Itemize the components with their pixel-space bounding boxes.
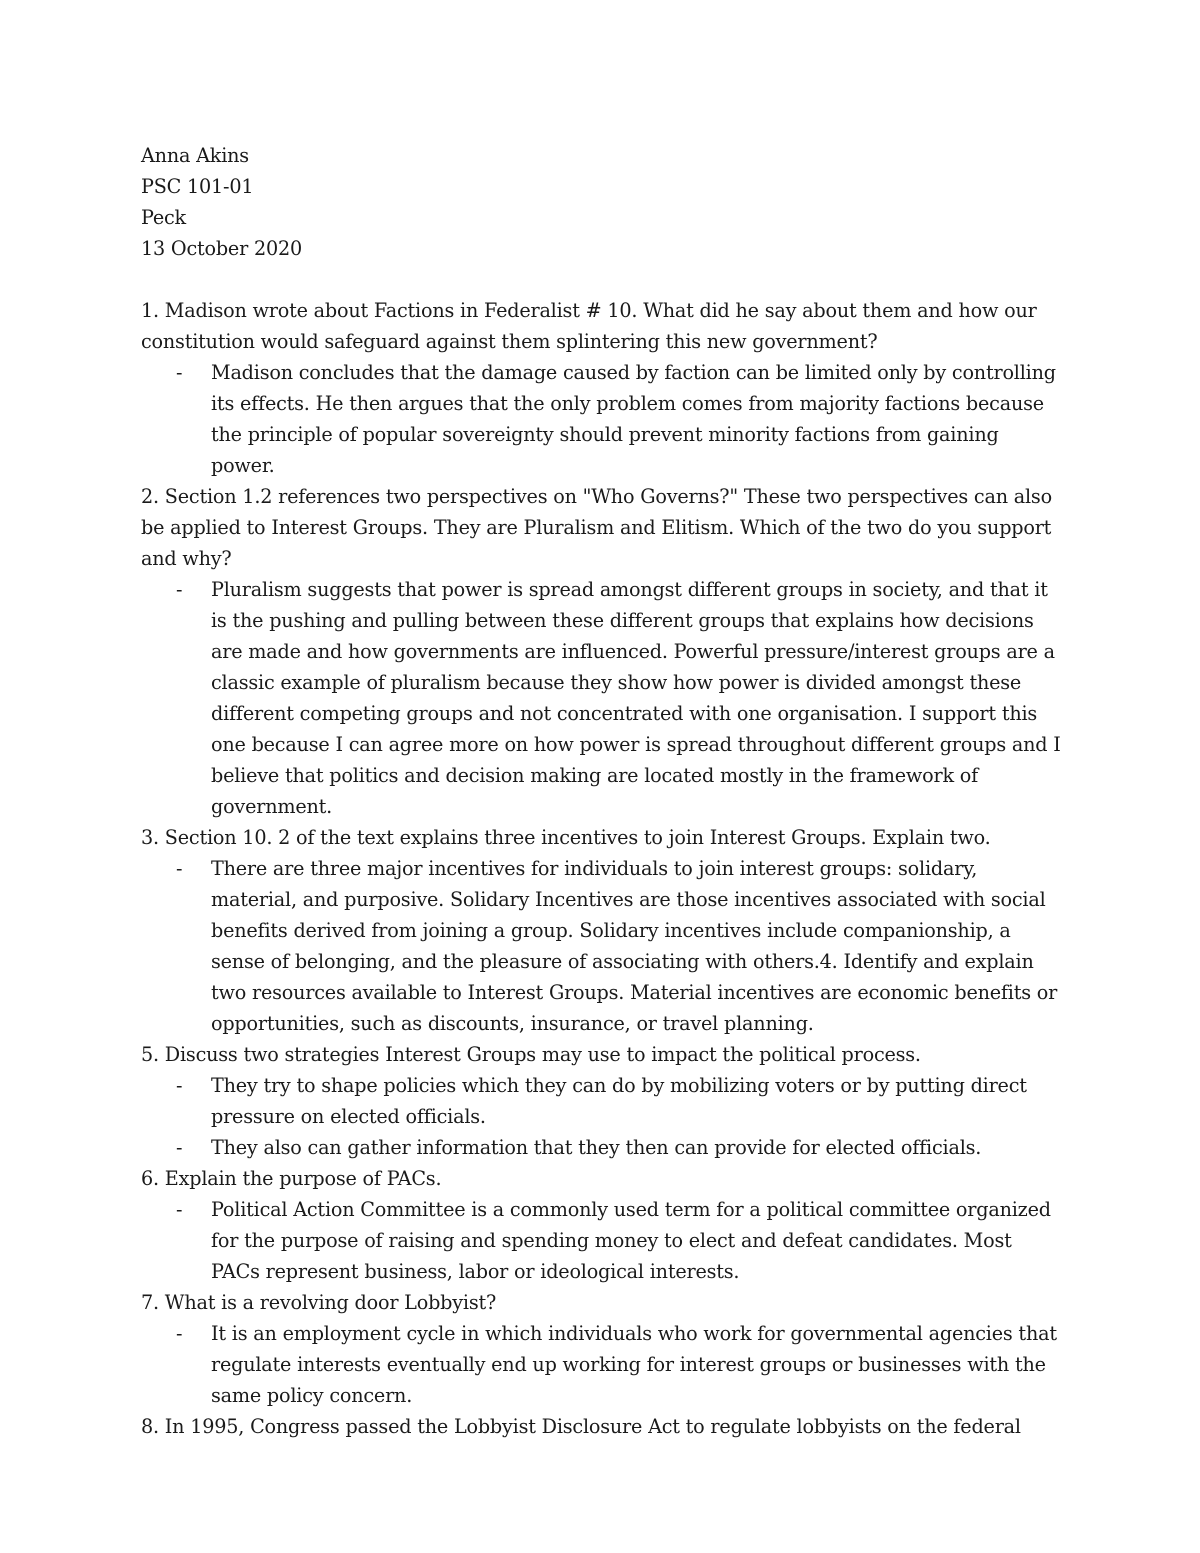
student-name: Anna Akins [141,144,249,167]
instructor-name: Peck [141,206,186,229]
answer-text: Madison concludes that the damage caused by faction can be limited only by controlling its effects. He then argues that the only problem comes from majority factions because the principle of popular sovereignty should prevent minority factions from gaining power. [211,361,1056,477]
question-7: 7. What is a revolving door Lobbyist? [141,1291,497,1314]
answer-text: They also can gather information that they then can provide for elected officials. [211,1136,982,1159]
header-spacer [141,264,1061,295]
document-date: 13 October 2020 [141,237,302,260]
answer-text: Political Action Committee is a commonly used term for a political committee organized for the purpose of raising and spending money to elect and defeat candidates. Most PACs represent business, labor or ideological interests. [211,1198,1051,1283]
question-2: 2. Section 1.2 references two perspectives on "Who Governs?" These two perspectives can also be applied to Interest Groups. They are Pluralism and Elitism. Which of the two do you support and why? [141,485,1052,570]
answer-7 [141,1318,1061,1411]
answer-3 [141,853,1061,1039]
answer-text: It is an employment cycle in which individuals who work for governmental agencies that regulate interests eventually end up working for interest groups or businesses with the same policy concern. [211,1322,1057,1407]
bullet-dash: - [176,1136,183,1159]
bullet-dash: - [176,857,183,880]
bullet-dash: - [176,578,183,601]
bullet-dash: - [176,1198,183,1221]
answer-2 [141,574,1061,822]
answer-text: There are three major incentives for individuals to join interest groups: solidary, material, and purposive. Solidary Incentives are those incentives associated with social benefits derived from joining a group. Solidary incentives include companionship, a sense of belonging, and the pleasure of associating with others.4. Identify and explain two resources available to Interest Groups. Material incentives are economic benefits or opportunities, such as discounts, insurance, or travel planning. [211,857,1058,1035]
bullet-dash: - [176,1322,183,1345]
question-6: 6. Explain the purpose of PACs. [141,1167,442,1190]
bullet-dash: - [176,361,183,384]
answer-5b [141,1132,1061,1163]
question-8: 8. In 1995, Congress passed the Lobbyist Disclosure Act to regulate lobbyists on the federal [141,1415,1021,1438]
question-1: 1. Madison wrote about Factions in Federalist # 10. What did he say about them and how our constitution would safeguard against them splintering this new government? [141,299,1037,353]
question-3: 3. Section 10. 2 of the text explains three incentives to join Interest Groups. Explain two. [141,826,991,849]
answer-6 [141,1194,1061,1287]
bullet-dash: - [176,1074,183,1097]
answer-5a [141,1070,1061,1132]
question-5: 5. Discuss two strategies Interest Groups may use to impact the political process. [141,1043,921,1066]
answer-1 [141,357,1061,481]
document-body [141,140,1061,1442]
answer-text: They try to shape policies which they can do by mobilizing voters or by putting direct pressure on elected officials. [211,1074,1027,1128]
answer-text: Pluralism suggests that power is spread amongst different groups in society, and that it is the pushing and pulling between these different groups that explains how decisions are made and how governments are influenced. Powerful pressure/interest groups are a classic example of pluralism because they show how power is divided amongst these different competing groups and not concentrated with one organisation. I support this one because I can agree more on how power is spread throughout different groups and I believe that politics and decision making are located mostly in the framework of government. [211,578,1061,818]
course-code: PSC 101-01 [141,175,254,198]
